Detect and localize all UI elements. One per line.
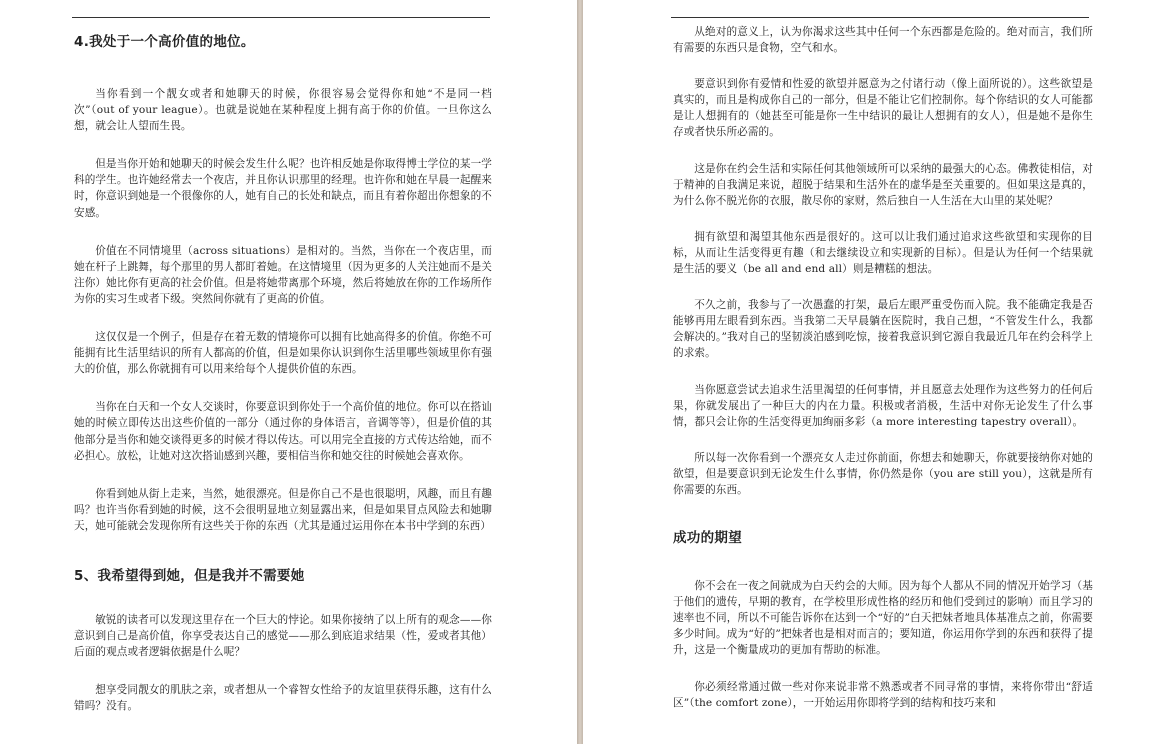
paragraph: 当你在白天和一个女人交谈时，你要意识到你处于一个高价值的地位。你可以在搭讪她的时候立即传达出这些价值的一部分（通过你的身体语言，音调等等），但是价值的其他部分是当你和她交谈得更多的时候才得以传达。可以用完全直接的方式传达给她，而不必担心。放松，让她对这次搭讪感到兴趣，要相信当你和她交往的时候她会喜欢你。 [74,401,492,462]
paragraph: 所以每一次你看到一个漂亮女人走过你前面，你想去和她聊天，你就要接纳你对她的欲望，但是要意识到无论发生什么事情，你仍然是你（you are still you），这就是所有你需要的东西。 [673,451,1093,496]
paragraph: 敏锐的读者可以发现这里存在一个巨大的悖论。如果你接纳了以上所有的观念——你意识到自己是高价值，你享受表达自己的感觉——那么到底追求结果（性，爱或者其他）后面的观点或者逻辑依据是什么呢？ [74,613,492,659]
paragraph: 但是当你开始和她聊天的时候会发生什么呢？也许相反她是你取得博士学位的某一学科的学生。也许她经常去一个夜店，并且你认识那里的经理。也许你和她在早晨一起醒来时，你意识到她是一个很像你的人，她有自己的长处和缺点，而且有着你超出你想象的不安感。 [74,158,492,219]
paragraph: 从绝对的意义上，认为你渴求这些其中任何一个东西都是危险的。绝对而言，我们所有需要的东西只是食物，空气和水。 [673,26,1093,55]
right-column [673,24,1093,711]
paragraph: 这是你在约会生活和实际任何其他领域所可以采纳的最强大的心态。佛教徒相信，对于精神的自我满足来说，超脱于结果和生活外在的虚华是至关重要的。但如果这是真的，为什么你不脱光你的衣服，散尽你的家财，然后独自一人生活在大山里的某处呢？ [673,162,1093,207]
section-heading-success-expectation: 成功的期望 [673,530,742,547]
paragraph: 拥有欲望和渴望其他东西是很好的。这可以让我们通过追求这些欲望和实现你的目标，从而让生活变得更有趣（和去继续设立和实现新的目标）。但是认为任何一个结果就是生活的要义（be all and end all）则是糟糕的想法。 [673,230,1093,276]
paragraph: 要意识到你有爱情和性爱的欲望并愿意为之付诸行动（像上面所说的）。这些欲望是真实的，而且是构成你自己的一部分，但是不能让它们控制你。每个你结识的女人可能都是让人想拥有的（她甚至可能是你一生中结识的最让人想拥有的女人），但是她不是你生存或者快乐所必需的。 [673,78,1093,139]
paragraph: 当你愿意尝试去追求生活里渴望的任何事情，并且愿意去处理作为这些努力的任何后果，你就发展出了一种巨大的内在力量。积极或者消极，生活中对你无论发生了什么事情，都只会让你的生活变得更加绚丽多彩（a more interesting tapestry overall）。 [673,383,1093,428]
paragraph: 你不会在一夜之间就成为白天约会的大师。因为每个人都从不同的情况开始学习（基于他们的遗传，早期的教育，在学校里形成性格的经历和他们受到过的影响）而且学习的速率也不同，所以不可能告诉你在达到一个“好的”白天把妹者地具体基准点之前，你需要多少时间。成为“好的”把妹者也是相对而言的；要知道，你运用你学到的东西和获得了提升，这是一个衡量成功的更加有帮助的标准。 [673,580,1093,657]
paragraph: 你必须经常通过做一些对你来说非常不熟悉或者不同寻常的事情，来将你带出“舒适区”（the comfort zone），一开始运用你即将学到的结构和技巧来和 [673,680,1093,709]
paragraph: 这仅仅是一个例子，但是存在着无数的情境你可以拥有比她高得多的价值。你绝不可能拥有比生活里结识的所有人都高的价值，但是如果你认识到你生活里哪些领域里你有强大的价值，那么你就拥有可以用来给每个人提供价值的东西。 [74,331,492,376]
paragraph: 当你看到一个靓女或者和她聊天的时候，你很容易会觉得你和她“不是同一档次”（out of your league）。也就是说她在某种程度上拥有高于你的价值。一旦你这么想，就会让人望而生畏。 [74,88,492,133]
left-column [74,30,492,714]
right-page [583,0,1150,744]
paragraph: 想享受同靓女的肌肤之亲，或者想从一个睿智女性给予的友谊里获得乐趣，这有什么错吗？没有。 [74,684,492,713]
paragraph: 价值在不同情境里（across situations）是相对的。当然，当你在一个夜店里，而她在杆子上跳舞，每个那里的男人都盯着她。在这情境里（因为更多的人关注她而不是关注你）她比你有更高的社会价值。但是将她带离那个环境，然后将她放在你的工作场所作为你的实习生或者下级。突然间你就有了更高的价值。 [74,244,492,305]
header-rule [671,17,1089,18]
paragraph: 你看到她从街上走来，当然，她很漂亮。但是你自己不是也很聪明，风趣，而且有趣吗？也许当你看到她的时候，这不会很明显地立刻显露出来，但是如果冒点风险去和她聊天，她可能就会发现你所有这些关于你的东西（尤其是通过运用你在本书中学到的东西） [74,487,492,532]
paragraph: 不久之前，我参与了一次愚蠢的打架，最后左眼严重受伤而入院。我不能确定我是否能够再用左眼看到东西。当我第二天早晨躺在医院时，我自己想，“不管发生什么，我都会解决的。”我对自己的坚韧淡泊感到吃惊，接着我意识到它源自我最近几年在约会科学上的求索。 [673,299,1093,360]
section-heading-4: 4.我处于一个高价值的地位。 [74,34,255,50]
header-rule [72,17,490,18]
section-heading-5: 5、我希望得到她，但是我并不需要她 [74,567,305,584]
